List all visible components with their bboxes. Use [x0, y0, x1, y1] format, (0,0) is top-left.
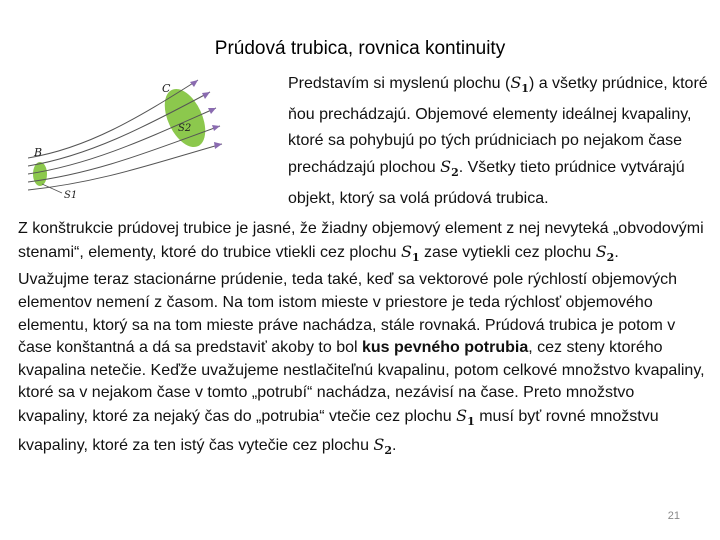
bold-phrase: kus pevného potrubia	[362, 339, 529, 357]
arrow-head	[212, 125, 220, 131]
symbol-s2: $S_2$	[373, 434, 393, 457]
arrow-head	[190, 80, 198, 87]
paragraph-2: Uvažujme teraz stacionárne prúdenie, teda také, keď sa vektorové pole rýchlostí objemových elementov nemení z časom. Na tom istom mieste v priestore je teda rýchlosť objemového elementu, ktorý sa na tom mieste práve nachádza, stále rovnaká. Prúdová trubica je potom v čase konštantná a dá sa predstaviť akoby to bol kus pevného potrubia, cez steny ktorého kvapalina netečie. Keďže uvažujeme nestlačiteľnú kvapalinu, potom celkové množstvo kvapaliny, ktoré sa v nejakom čase v tomto „potrubí“ nachádza, nezávisí na čase. Preto množstvo kvapaliny, ktoré za nejaký čas do „potrubia“ vtečie cez plochu $S_1$ musí byť rovné množstvu kvapaliny, ktoré za ten istý čas vytečie cez plochu $S_2$.	[18, 271, 705, 457]
arrow-head	[214, 142, 222, 149]
symbol-s1: $S_1$	[400, 241, 420, 264]
label-s2: S2	[178, 123, 192, 134]
label-s1: S1	[64, 190, 78, 201]
label-b: B	[34, 146, 43, 159]
page-number: 21	[667, 510, 680, 522]
paragraph-1: Z konštrukcie prúdovej trubice je jasné, že žiadny objemový element z nej nevyteká „obvodovými stenami“, elementy, ktoré do trubice vtiekli cez plochu $S_1$ zase vytiekli cez plochu $S_2$.	[18, 220, 704, 264]
intro-paragraph: Predstavím si myslenú plochu $(S_1)$ a všetky prúdnice, ktoré ňou prechádzajú. Objemové elementy ideálnej kvapaliny, ktoré sa pohybujú po tých prúdniciach po nejakom čase prechádzajú plochou $S_2$. Všetky tieto prúdnice vytvárajú objekt, ktorý sa volá prúdová trubica.	[288, 73, 708, 208]
symbol-s2: $S_2$	[440, 157, 459, 180]
symbol-s1: $S_1$	[456, 405, 475, 429]
symbol-s1: $S_1$	[510, 73, 529, 96]
s1-leader-line	[42, 184, 62, 193]
flow-tube-figure	[28, 78, 238, 208]
slide-title: Prúdová trubica, rovnica kontinuity	[214, 38, 506, 59]
label-c: C	[162, 82, 171, 95]
body-text	[18, 218, 708, 463]
symbol-s2: $S_2$	[595, 241, 615, 264]
surface-s1	[33, 162, 47, 186]
